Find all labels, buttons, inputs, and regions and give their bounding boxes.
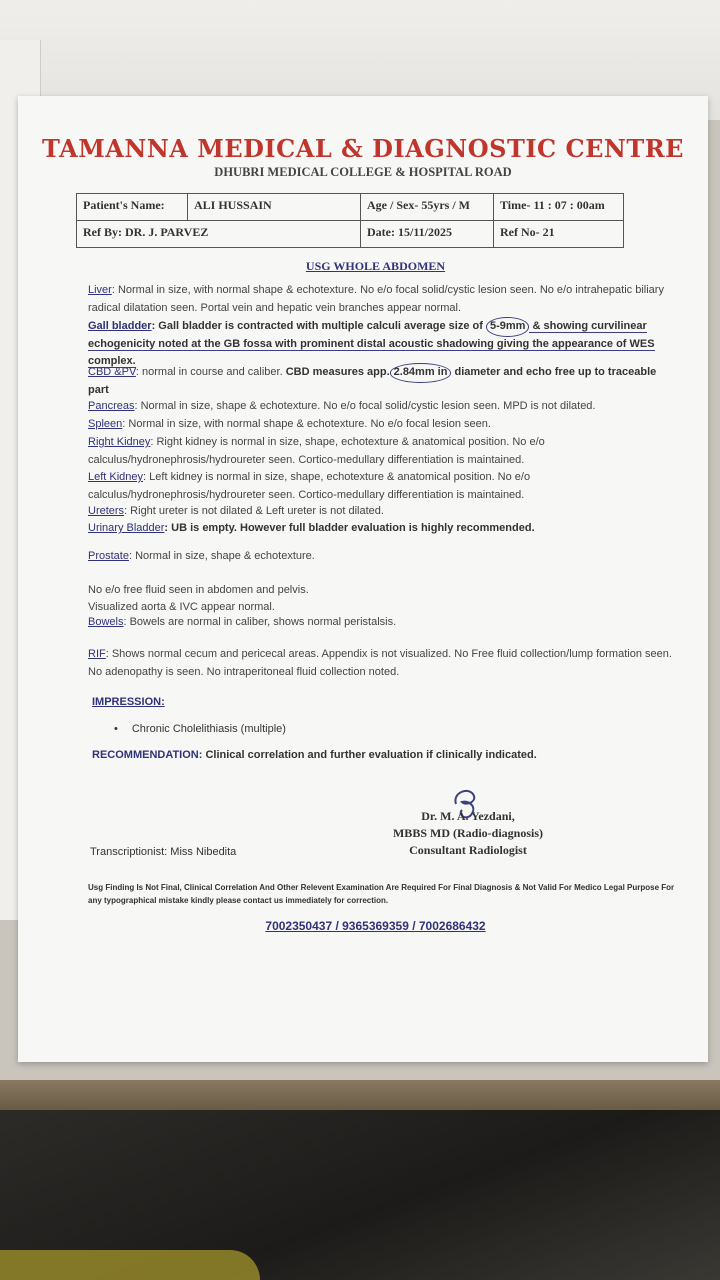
contact-phones[interactable]: 7002350437 / 9365369359 / 7002686432 [265, 919, 486, 933]
doctor-degree: MBBS MD (Radio-diagnosis) [392, 826, 544, 840]
recommendation [92, 749, 537, 761]
cbd-text-1: : normal in course and caliber. [135, 366, 286, 378]
report-title: USG WHOLE ABDOMEN [305, 259, 446, 273]
prostate-label: Prostate [88, 550, 129, 562]
exam-time: Time- 11 : 07 : 00am [494, 194, 624, 221]
aorta-note: Visualized aorta & IVC appear normal. [88, 601, 275, 613]
pancreas-finding [88, 398, 678, 416]
gb-text-1: : Gall bladder is contracted with multiple calculi average size of [151, 320, 486, 332]
urinary-bladder-label: Urinary Bladder [88, 522, 165, 534]
ureters-text: : Right ureter is not dilated & Left ureter is not dilated. [124, 505, 384, 517]
centre-address: DHUBRI MEDICAL COLLEGE & HOSPITAL ROAD [214, 165, 512, 179]
patient-name: ALI HUSSAIN [188, 194, 361, 221]
gall-bladder-finding [88, 318, 678, 371]
cbd-text-2: CBD measures app. [285, 366, 390, 378]
liver-text: : Normal in size, with normal shape & echotexture. No e/o focal solid/cystic lesion seen. No e/o intrahepatic biliary radical dilatation seen. Portal vein and hepatic vein branches appear normal. [88, 284, 664, 314]
bowels-finding [88, 614, 678, 632]
impression-heading: IMPRESSION: [92, 696, 165, 708]
gb-size-circled: 5-9mm [486, 317, 529, 337]
rif-label: RIF [88, 648, 106, 660]
right-kidney-label: Right Kidney [88, 436, 151, 448]
spleen-label: Spleen [88, 418, 123, 430]
prostate-text: : Normal in size, shape & echotexture. [128, 550, 315, 562]
age-sex: Age / Sex- 55yrs / M [361, 194, 494, 221]
left-kidney-finding [88, 469, 678, 504]
pancreas-text: : Normal in size, shape & echotexture. No e/o focal solid/cystic lesion seen. MPD is not dilated. [134, 400, 596, 412]
impression-item [114, 723, 286, 735]
urinary-bladder-finding [88, 520, 678, 538]
ureters-label: Ureters [88, 505, 125, 517]
cbd-size-circled: 2.84mm in [390, 363, 452, 383]
yellow-fabric [0, 1250, 260, 1280]
left-kidney-text: : Left kidney is normal in size, shape, echotexture & anatomical position. No e/o calculus/hydronephrosis/hydroureter seen. Cortico-medullary differentiation is maintained. [88, 471, 531, 501]
gb-text-2: & showing curvilinear echogenicity noted at the GB fossa with prominent distal acoustic shadowing giving the appearance of WES complex. [88, 320, 655, 368]
right-kidney-text: : Right kidney is normal in size, shape, echotexture & anatomical position. No e/o calculus/hydronephrosis/hydroureter seen. Cortico-medullary differentiation is maintained. [88, 436, 545, 466]
transcriptionist: Transcriptionist: Miss Nibedita [90, 846, 237, 858]
report-sheet [18, 96, 708, 1062]
urinary-bladder-text: : UB is empty. However full bladder evaluation is highly recommended. [164, 522, 535, 534]
referred-by: Ref By: DR. J. PARVEZ [77, 221, 361, 248]
doctor-title: Consultant Radiologist [409, 843, 527, 857]
recommendation-label: RECOMMENDATION: [92, 749, 203, 761]
cbd-label: CBD &PV [88, 366, 136, 378]
cbd-finding [88, 364, 678, 399]
rif-finding [88, 646, 678, 681]
exam-date: Date: 15/11/2025 [361, 221, 494, 248]
pancreas-label: Pancreas [88, 400, 135, 412]
recommendation-text: Clinical correlation and further evaluation if clinically indicated. [202, 749, 537, 761]
left-kidney-label: Left Kidney [88, 471, 144, 483]
patient-info-table [76, 193, 624, 248]
impression-text: Chronic Cholelithiasis (multiple) [131, 723, 286, 735]
bullet-icon: • [114, 723, 118, 735]
cbd-text-3: diameter and echo free up to traceable part [88, 366, 657, 396]
radiologist-block [388, 808, 548, 859]
disclaimer: Usg Finding Is Not Final, Clinical Correlation And Other Relevent Examination Are Required For Final Diagnosis & Not Valid For Medico Legal Purpose For any typographical mistake kindly please contact us immediately for correction. [88, 883, 675, 905]
spleen-text: : Normal in size, with normal shape & echotexture. No e/o focal lesion seen. [122, 418, 491, 430]
ref-number: Ref No- 21 [494, 221, 624, 248]
prostate-finding [88, 548, 678, 566]
patient-name-label: Patient's Name: [77, 194, 188, 221]
liver-finding [88, 282, 678, 317]
rif-text: : Shows normal cecum and pericecal areas. Appendix is not visualized. No Free fluid collection/lump formation seen. No adenopathy is seen. No intraperitoneal fluid collection noted. [88, 648, 672, 678]
spleen-finding [88, 416, 678, 434]
centre-name: TAMANNA MEDICAL & DIAGNOSTIC CENTRE [42, 134, 684, 163]
right-kidney-finding [88, 434, 678, 469]
gb-label: Gall bladder [88, 320, 152, 332]
ureters-finding [88, 503, 678, 521]
free-fluid-note: No e/o free fluid seen in abdomen and pelvis. [88, 584, 309, 596]
doctor-name: Dr. M. A. Yezdani, [421, 809, 515, 823]
liver-label: Liver [88, 284, 112, 296]
bowels-label: Bowels [88, 616, 124, 628]
bowels-text: : Bowels are normal in caliber, shows normal peristalsis. [123, 616, 397, 628]
